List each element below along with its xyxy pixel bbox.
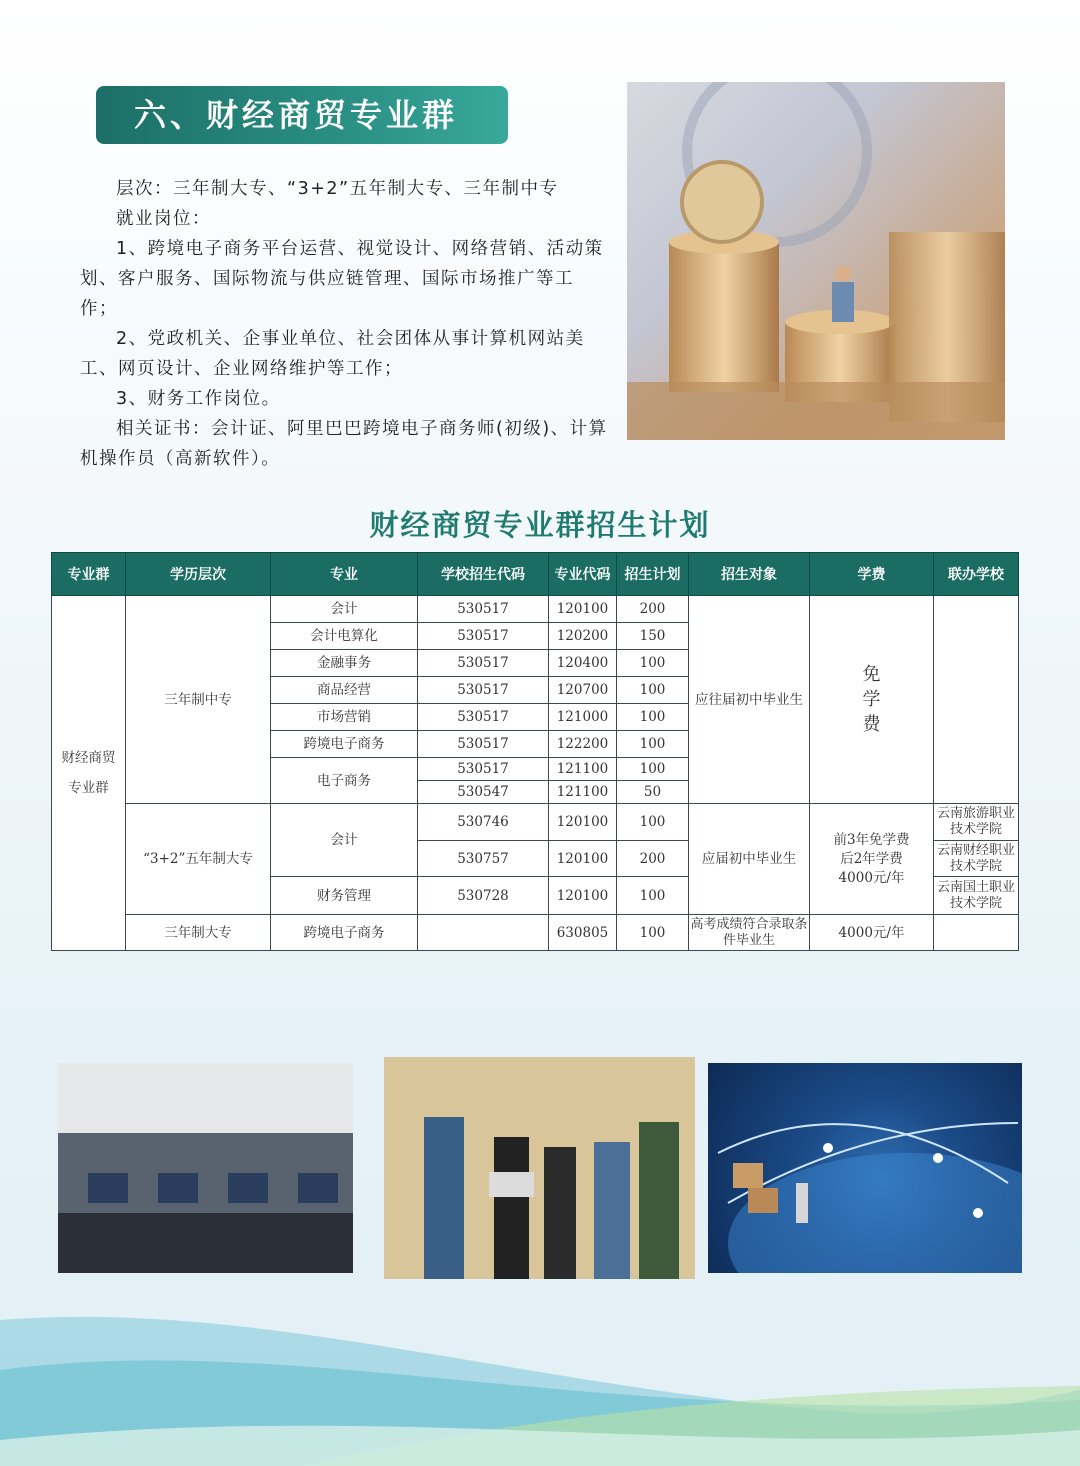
group-cell bbox=[52, 596, 126, 951]
fee-cell bbox=[810, 804, 934, 915]
school-code-cell: 530757 bbox=[418, 841, 549, 877]
major-code-cell: 120100 bbox=[549, 877, 617, 915]
level-cell: 三年制中专 bbox=[126, 596, 271, 804]
major-cell: 跨境电子商务 bbox=[271, 731, 418, 758]
target-cell: 应届初中毕业生 bbox=[689, 804, 810, 915]
decorative-wave bbox=[0, 1290, 1080, 1466]
plan-cell: 100 bbox=[617, 650, 689, 677]
major-code-cell: 120400 bbox=[549, 650, 617, 677]
school-code-cell: 530746 bbox=[418, 804, 549, 841]
partner-cell: 云南国土职业技术学院 bbox=[934, 877, 1019, 915]
major-cell: 会计 bbox=[271, 804, 418, 877]
major-code-cell: 120700 bbox=[549, 677, 617, 704]
plan-cell: 200 bbox=[617, 841, 689, 877]
major-code-cell: 120200 bbox=[549, 623, 617, 650]
plan-cell: 100 bbox=[617, 804, 689, 841]
enrollment-plan-table bbox=[51, 552, 1019, 951]
school-code-cell: 530547 bbox=[418, 781, 549, 804]
group-name: 财经商贸专业群 bbox=[61, 750, 116, 796]
major-cell: 市场营销 bbox=[271, 704, 418, 731]
level-cell: “3+2”五年制大专 bbox=[126, 804, 271, 915]
major-code-cell: 122200 bbox=[549, 731, 617, 758]
major-cell: 跨境电子商务 bbox=[271, 915, 418, 951]
header-cell: 学历层次 bbox=[126, 553, 271, 596]
intro-text bbox=[80, 174, 610, 474]
fee-free-char: 免 bbox=[862, 664, 881, 685]
section-title: 六、财经商贸专业群 bbox=[96, 86, 508, 144]
certificates-text: 相关证书：会计证、阿里巴巴跨境电子商务师(初级)、计算机操作员（高新软件）。 bbox=[80, 419, 608, 469]
school-code-cell: 530517 bbox=[418, 677, 549, 704]
partner-cell-empty bbox=[934, 596, 1019, 804]
major-code-cell: 630805 bbox=[549, 915, 617, 951]
students-presentation-photo bbox=[384, 1057, 695, 1279]
fee-line: 4000元/年 bbox=[838, 869, 905, 886]
fee-line: 前3年免学费 bbox=[833, 831, 910, 848]
major-cell: 会计电算化 bbox=[271, 623, 418, 650]
job-2: 2、党政机关、企事业单位、社会团体从事计算机网站美工、网页设计、企业网络维护等工作； bbox=[80, 329, 585, 379]
school-code-cell: 530517 bbox=[418, 704, 549, 731]
plan-cell: 100 bbox=[617, 704, 689, 731]
school-code-cell: 530728 bbox=[418, 877, 549, 915]
school-code-cell: 530517 bbox=[418, 596, 549, 623]
table-row bbox=[52, 915, 1019, 951]
header-cell: 招生对象 bbox=[689, 553, 810, 596]
header-cell: 学校招生代码 bbox=[418, 553, 549, 596]
table-title: 财经商贸专业群招生计划 bbox=[369, 508, 711, 542]
plan-cell: 50 bbox=[617, 781, 689, 804]
jobs-label: 就业岗位： bbox=[116, 209, 211, 229]
header-cell: 专业代码 bbox=[549, 553, 617, 596]
major-code-cell: 121000 bbox=[549, 704, 617, 731]
major-cell: 金融事务 bbox=[271, 650, 418, 677]
header-cell: 专业群 bbox=[52, 553, 126, 596]
global-trade-photo bbox=[708, 1063, 1022, 1273]
table-row bbox=[52, 804, 1019, 841]
header-cell: 专业 bbox=[271, 553, 418, 596]
plan-cell: 100 bbox=[617, 677, 689, 704]
header-cell: 招生计划 bbox=[617, 553, 689, 596]
computer-lab-photo bbox=[58, 1063, 353, 1273]
major-cell: 会计 bbox=[271, 596, 418, 623]
school-code-cell bbox=[418, 915, 549, 951]
plan-cell: 200 bbox=[617, 596, 689, 623]
major-code-cell: 121100 bbox=[549, 781, 617, 804]
table-header-row bbox=[52, 553, 1019, 596]
job-3: 3、财务工作岗位。 bbox=[116, 389, 281, 409]
fee-free-char: 费 bbox=[862, 714, 881, 735]
plan-cell: 100 bbox=[617, 731, 689, 758]
target-cell: 应往届初中毕业生 bbox=[689, 596, 810, 804]
partner-cell: 云南旅游职业技术学院 bbox=[934, 804, 1019, 841]
major-cell: 电子商务 bbox=[271, 758, 418, 804]
school-code-cell: 530517 bbox=[418, 623, 549, 650]
levels-text: 层次：三年制大专、“3+2”五年制大专、三年制中专 bbox=[116, 179, 559, 199]
fee-line: 后2年学费 bbox=[840, 850, 903, 867]
plan-cell: 100 bbox=[617, 758, 689, 781]
level-cell: 三年制大专 bbox=[126, 915, 271, 951]
plan-cell: 100 bbox=[617, 877, 689, 915]
major-code-cell: 121100 bbox=[549, 758, 617, 781]
target-cell: 高考成绩符合录取条件毕业生 bbox=[689, 915, 810, 951]
coins-photo bbox=[627, 82, 1005, 440]
school-code-cell: 530517 bbox=[418, 758, 549, 781]
plan-cell: 100 bbox=[617, 915, 689, 951]
partner-cell: 云南财经职业技术学院 bbox=[934, 841, 1019, 877]
job-1: 1、跨境电子商务平台运营、视觉设计、网络营销、活动策划、客户服务、国际物流与供应链管理、国际市场推广等工作； bbox=[80, 239, 604, 319]
fee-free-char: 学 bbox=[862, 689, 881, 710]
header-cell: 学费 bbox=[810, 553, 934, 596]
fee-cell bbox=[810, 596, 934, 804]
major-cell: 商品经营 bbox=[271, 677, 418, 704]
school-code-cell: 530517 bbox=[418, 731, 549, 758]
table-row bbox=[52, 596, 1019, 623]
major-code-cell: 120100 bbox=[549, 596, 617, 623]
major-code-cell: 120100 bbox=[549, 841, 617, 877]
partner-cell-empty bbox=[934, 915, 1019, 951]
major-cell: 财务管理 bbox=[271, 877, 418, 915]
fee-cell: 4000元/年 bbox=[810, 915, 934, 951]
plan-cell: 150 bbox=[617, 623, 689, 650]
school-code-cell: 530517 bbox=[418, 650, 549, 677]
major-code-cell: 120100 bbox=[549, 804, 617, 841]
header-cell: 联办学校 bbox=[934, 553, 1019, 596]
